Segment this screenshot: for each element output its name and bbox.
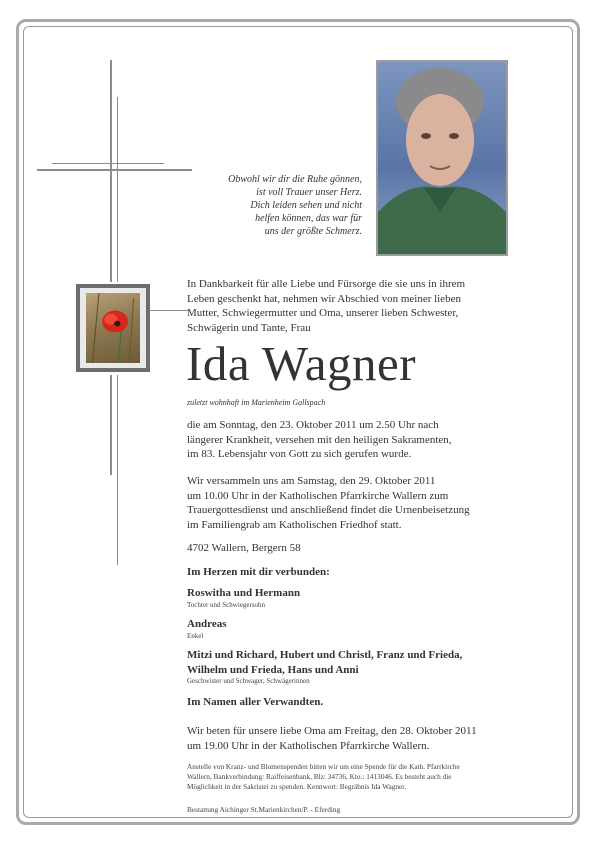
poem-line: uns der größte Schmerz. — [264, 226, 362, 237]
mourner-names: Roswitha und Hermann — [187, 587, 301, 599]
mourner-names: Mitzi und Richard, Hubert und Christl, Franz und Frieda, — [187, 649, 463, 661]
portrait-photo — [376, 60, 508, 256]
intro-text: In Dankbarkeit für alle Liebe und Fürsorge die sie uns in ihrem Leben geschenkt hat, nehmen wir Abschied von meiner lieben Mutter, Schwiegermutter und Oma, unserer lieben Schwester, Schwägerin und Tante, Frau — [187, 278, 466, 334]
funeral-details: Wir versammeln uns am Samstag, den 29. Oktober 2011 um 10.00 Uhr in der Katholischen Pfarrkirche Wallern zum Trauergottesdienst und anschließend findet die Urnenbeisetzung im Familiengrab am Katholischen Friedhof statt. — [187, 475, 470, 531]
death-announcement: die am Sonntag, den 23. Oktober 2011 um 2.50 Uhr nach längerer Krankheit, versehen mit den heiligen Sakramenten, im 83. Lebensjahr von Gott zu sich gerufen wurde. — [187, 419, 452, 460]
residence-note: zuletzt wohnhaft im Marienheim Gallspach — [187, 398, 326, 407]
prayer-note: Wir beten für unsere liebe Oma am Freitag, den 28. Oktober 2011 um 19.00 Uhr in der Katholischen Pfarrkirche Wallern. — [187, 725, 477, 752]
mourner-relation: Geschwister und Schwager, Schwägerinnen — [187, 677, 310, 685]
poem-line: helfen können, das war für — [255, 213, 362, 224]
undertaker: Bestattung Aichinger St.Marienkirchen/P. - Eferding — [187, 805, 341, 814]
poem-line: Dich leiden sehen und nicht — [250, 200, 362, 211]
heart-heading: Im Herzen mit dir verbunden: — [187, 566, 330, 578]
relatives-line: Im Namen aller Verwandten. — [187, 696, 324, 708]
mourner-group — [187, 586, 300, 610]
poem-line: Obwohl wir dir die Ruhe gönnen, — [228, 174, 362, 185]
poem-line: ist voll Trauer unser Herz. — [256, 187, 362, 198]
poppy-image — [86, 293, 140, 363]
mourner-group — [187, 648, 462, 686]
mourner-names: Wilhelm und Frieda, Hans und Anni — [187, 663, 359, 676]
deceased-name: Ida Wagner — [186, 336, 417, 391]
mourner-relation: Tochter und Schwiegersohn — [187, 600, 266, 609]
poem — [196, 173, 362, 238]
donation-note: Anstelle von Kranz- und Blumenspenden bitten wir um eine Spende für die Kath. Pfarrkirche Wallern, Bankverbindung: Raiffeisenbank, Blz: 34736, Kto.: 1413046. Es besteht auch die Möglichkeit in der Sakristei zu spenden. Kennwort: Begräbnis Ida Wagner. — [187, 762, 460, 791]
poppy-picture-frame — [76, 284, 150, 372]
address: 4702 Wallern, Bergern 58 — [187, 542, 301, 554]
mourner-relation: Enkel — [187, 631, 204, 640]
mourner-names: Andreas — [187, 618, 227, 630]
mourner-group — [187, 617, 227, 641]
